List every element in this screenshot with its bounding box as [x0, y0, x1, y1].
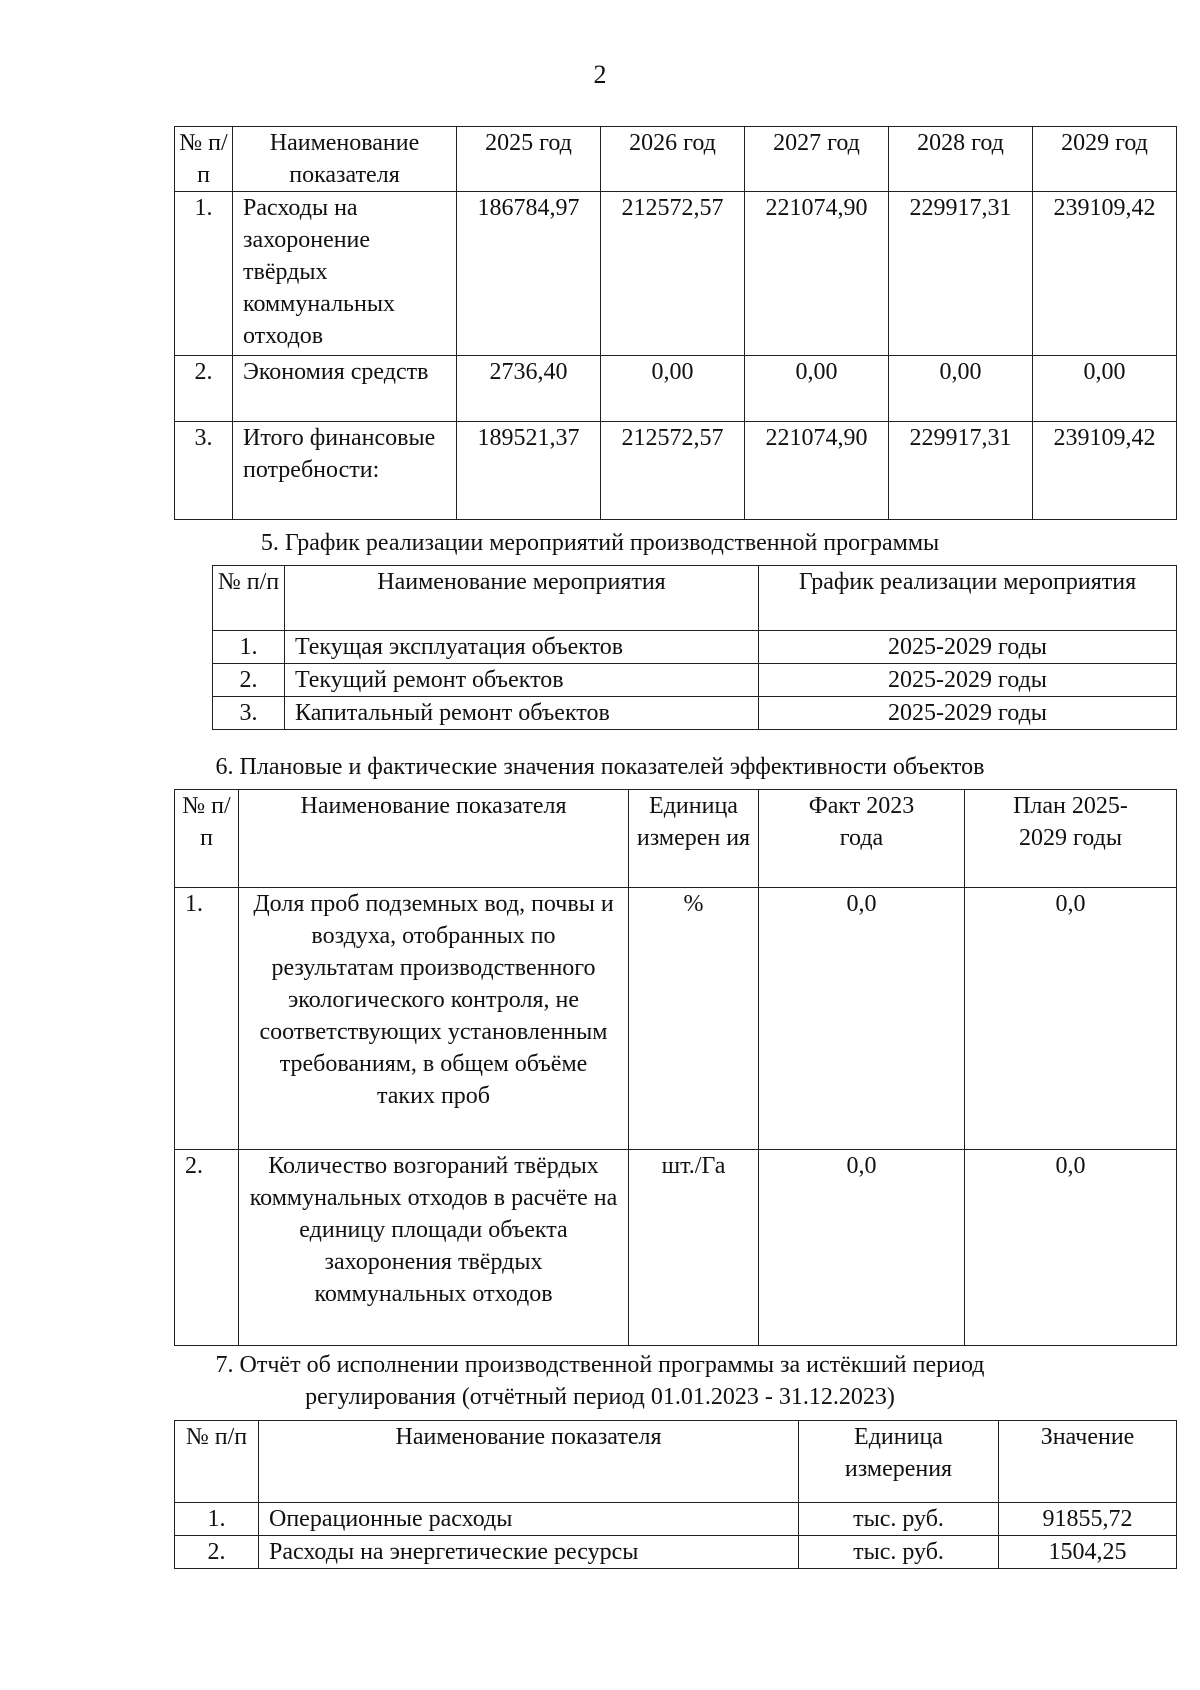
table-header-row [175, 127, 1177, 192]
table-header-row [175, 1421, 1177, 1503]
header-cell: 2028 год [889, 127, 1033, 192]
table-row [175, 1150, 1177, 1346]
table-cell: 239109,42 [1033, 192, 1177, 356]
table-row [213, 664, 1177, 697]
table-row [175, 422, 1177, 520]
table-cell: 0,0 [965, 1150, 1177, 1346]
header-cell: 2026 год [601, 127, 745, 192]
header-cell: 2025 год [457, 127, 601, 192]
header-cell: Единица измерен ия [629, 790, 759, 888]
table-cell: Итого финансовые потребности: [233, 422, 457, 520]
header-cell: Наименование показателя [239, 790, 629, 888]
header-cell: График реализации мероприятия [759, 566, 1177, 631]
table-cell: Расходы на захоронение твёрдых коммунальных отходов [233, 192, 457, 356]
table-cell: 212572,57 [601, 192, 745, 356]
table-cell: 3. [175, 422, 233, 520]
schedule-table [212, 565, 1177, 730]
table-cell: Капитальный ремонт объектов [285, 697, 759, 730]
table-cell: Доля проб подземных вод, почвы и воздуха, отобранных по результатам производственного экологического контроля, не соответствующих установленным требованиям, в общем объёме таких проб [239, 888, 629, 1150]
table-row [175, 192, 1177, 356]
table-cell: Операционные расходы [259, 1503, 799, 1536]
table-cell: 1. [175, 1503, 259, 1536]
header-cell: № п/п [175, 790, 239, 888]
table-cell: 1. [175, 888, 239, 1150]
table-cell: 1. [213, 631, 285, 664]
header-cell: Наименование показателя [233, 127, 457, 192]
table-cell: 0,0 [759, 888, 965, 1150]
report-table [174, 1420, 1177, 1569]
table-cell: 221074,90 [745, 422, 889, 520]
table-cell: 0,00 [889, 356, 1033, 422]
table-cell: 1504,25 [999, 1536, 1177, 1569]
section-7-title-line2: регулирования (отчётный период 01.01.2023 - 31.12.2023) [305, 1384, 895, 1410]
header-cell: Наименование мероприятия [285, 566, 759, 631]
table-cell: 2736,40 [457, 356, 601, 422]
table-cell: 0,00 [601, 356, 745, 422]
header-cell: Единица измерения [799, 1421, 999, 1503]
table-cell: 229917,31 [889, 422, 1033, 520]
header-cell: 2029 год [1033, 127, 1177, 192]
header-cell: План 2025-2029 годы [965, 790, 1177, 888]
table-cell: 0,0 [965, 888, 1177, 1150]
table-cell: Текущая эксплуатация объектов [285, 631, 759, 664]
section-7-title-line1: 7. Отчёт об исполнении производственной программы за истёкший период [215, 1352, 985, 1378]
table-cell: Текущий ремонт объектов [285, 664, 759, 697]
header-cell: Значение [999, 1421, 1177, 1503]
table-cell: 2. [175, 1150, 239, 1346]
table-cell: % [629, 888, 759, 1150]
header-cell: № п/п [213, 566, 285, 631]
table-cell: тыс. руб. [799, 1536, 999, 1569]
table-cell: 2025-2029 годы [759, 697, 1177, 730]
table-cell: Экономия средств [233, 356, 457, 422]
table-cell: 2. [175, 1536, 259, 1569]
table-cell: 2. [175, 356, 233, 422]
table-row [213, 697, 1177, 730]
header-cell: № п/п [175, 127, 233, 192]
table-cell: 0,0 [759, 1150, 965, 1346]
section-5-title: 5. График реализации мероприятий производственной программы [260, 530, 940, 556]
table-row [175, 1503, 1177, 1536]
table-row [175, 888, 1177, 1150]
table-cell: 2025-2029 годы [759, 631, 1177, 664]
table-row [213, 631, 1177, 664]
page-number: 2 [593, 60, 607, 89]
table-cell: 0,00 [745, 356, 889, 422]
financial-needs-table [174, 126, 1177, 520]
table-cell: 239109,42 [1033, 422, 1177, 520]
table-cell: 221074,90 [745, 192, 889, 356]
table-cell: шт./Га [629, 1150, 759, 1346]
table-header-row [213, 566, 1177, 631]
section-6-title: 6. Плановые и фактические значения показателей эффективности объектов [215, 754, 985, 780]
table-cell: 229917,31 [889, 192, 1033, 356]
table-cell: Расходы на энергетические ресурсы [259, 1536, 799, 1569]
header-cell: № п/п [175, 1421, 259, 1503]
header-cell: Наименование показателя [259, 1421, 799, 1503]
table-cell: 186784,97 [457, 192, 601, 356]
header-cell: Факт 2023 года [759, 790, 965, 888]
table-cell: 0,00 [1033, 356, 1177, 422]
header-cell: 2027 год [745, 127, 889, 192]
efficiency-table [174, 789, 1177, 1346]
table-cell: тыс. руб. [799, 1503, 999, 1536]
table-cell: 2025-2029 годы [759, 664, 1177, 697]
table-cell: 1. [175, 192, 233, 356]
table-cell: 212572,57 [601, 422, 745, 520]
table-row [175, 356, 1177, 422]
table-cell: 91855,72 [999, 1503, 1177, 1536]
table-cell: 3. [213, 697, 285, 730]
table-cell: 189521,37 [457, 422, 601, 520]
table-row [175, 1536, 1177, 1569]
table-cell: 2. [213, 664, 285, 697]
table-cell: Количество возгораний твёрдых коммунальных отходов в расчёте на единицу площади объекта захоронения твёрдых коммунальных отходов [239, 1150, 629, 1346]
table-header-row [175, 790, 1177, 888]
